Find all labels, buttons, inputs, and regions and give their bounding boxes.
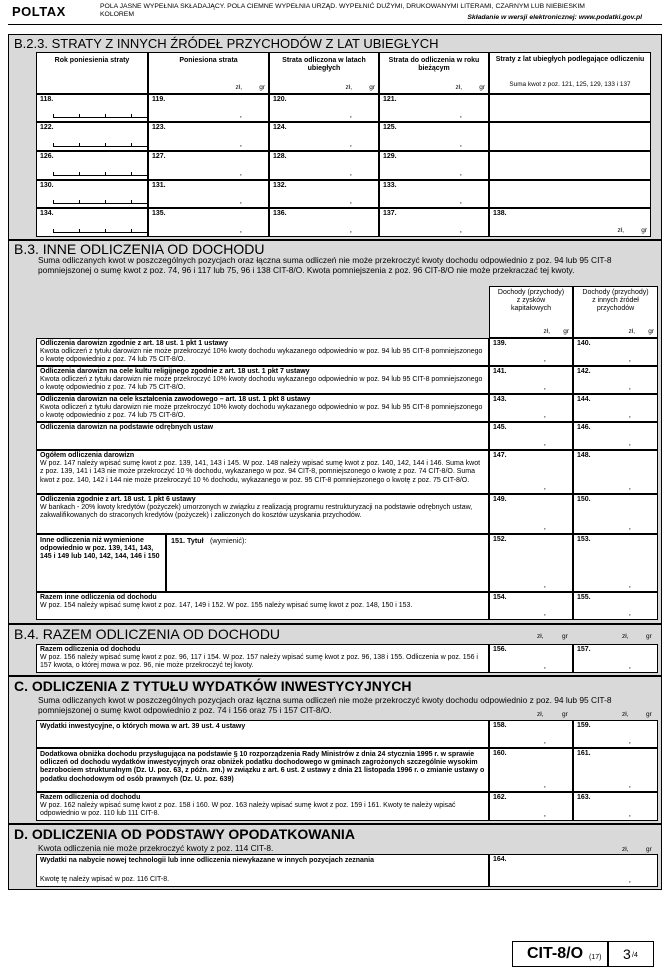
page-current: 3 (623, 946, 631, 962)
b3-row-label: Ogółem odliczenia darowizn W poz. 147 należy wpisać sumę kwot z poz. 139, 141, 143 i 145. W poz. 148 należy wpisać sumę kwot z poz. 140, 142, 144 i 146. Suma kwot z poz. 139, 141 i 143 nie może przekroczyć 10 % dochodu, wykazanego w poz. 94 CIT-8, pomniejszonego o kwotę z poz. 74 CIT-8/O. Suma kwot z poz. 140, 142 i 144 nie może przekroczyć 10 % dochodu, wykazanego w poz. 95 CIT-8 pomniejszonego o kwotę z poz. 75 CIT-8/O. (36, 450, 489, 494)
section-d-intro: Kwota odliczenia nie może przekroczyć kwoty z poz. 114 CIT-8. (38, 843, 274, 853)
b3-head-a: Dochody (przychody) z zysków kapitałowych zł, gr (489, 286, 573, 338)
d-row-label: Wydatki na nabycie nowej technologii lub inne odliczenia niewykazane w innych pozycjach zeznania Kwotę tę należy wpisać w poz. 116 CIT-8. (36, 854, 489, 887)
b3-row-label: Odliczenia darowizn na cele kształcenia zawodowego – art. 18 ust. 1 pkt 8 ustawy Kwota odliczeń z tytułu darowizn nie może przekroczyć 10% kwoty dochodu wykazanego odpowiednio w poz. 94 lub 95 CIT-8 pomniejszonego o kwotę odpowiednio z poz. 74 lub 75 CIT-8/O. (36, 394, 489, 422)
field-136[interactable]: 136. , (269, 208, 379, 237)
b3-other-label: Inne odliczenia niż wymienione odpowiednio w poz. 139, 141, 143, 145 i 149 lub 140, 142, 144, 146 i 150 (36, 534, 166, 592)
b23-head-deducted: Strata odliczona w latach ubiegłych zł, gr (269, 52, 379, 94)
section-d-title: D. ODLICZENIA OD PODSTAWY OPODATKOWANIA (14, 826, 355, 842)
year-digit-boxes (53, 114, 157, 118)
field-127[interactable]: 127. , (148, 151, 269, 180)
field-118[interactable]: 118. (36, 94, 148, 122)
field-159[interactable]: 159. , (573, 720, 658, 748)
b3-other-title-field[interactable]: 151. Tytuł (wymienić): (166, 534, 489, 592)
year-digit-boxes (53, 200, 157, 204)
b3-row-label: Odliczenia darowizn zgodnie z art. 18 ust. 1 pkt 1 ustawy Kwota odliczeń z tytułu darowizn nie może przekroczyć 10% kwoty dochodu wykazanego odpowiednio w poz. 94 lub 95 CIT-8 pomniejszonego o kwotę odpowiednio z poz. 74 lub 75 CIT-8/O. (36, 338, 489, 366)
field-122[interactable]: 122. (36, 122, 148, 151)
fill-instruction: POLA JASNE WYPEŁNIA SKŁADAJĄCY. POLA CIEMNE WYPEŁNIA URZĄD. WYPEŁNIĆ DUŻYMI, DRUKOWANYMI LITERAMI, CZARNYM LUB NIEBIESKIM KOLOREM (100, 3, 585, 18)
field-131[interactable]: 131. , (148, 180, 269, 208)
field-133[interactable]: 133. , (379, 180, 489, 208)
form-id-box (512, 941, 608, 967)
b3-row-label: Odliczenia darowizn na podstawie odrębnych ustaw (36, 422, 489, 450)
c-row2-label: Dodatkowa obniżka dochodu przysługująca na podstawie § 10 rozporządzenia Rady Ministrów z dnia 24 stycznia 1995 r. w sprawie odliczeń od dochodu wydatków inwestycyjnych oraz obniżek podatku dochodowego w gminach zagrożonych szczególnie wysokim bezrobociem strukturalnym (Dz. U. poz. 63, z późn. zm.) w związku z art. 6 ust. 2 ustawy z dnia 21 listopada 1996 r. o zmianie ustawy o podatku dochodowym od osób prawnych (Dz. U. poz. 639) (36, 748, 489, 792)
field-125[interactable]: 125. , (379, 122, 489, 151)
field-160[interactable]: 160. , (489, 748, 573, 792)
field-149[interactable]: 149. , (489, 494, 573, 534)
b23-next-empty (489, 122, 651, 151)
field-157[interactable]: 157. , (573, 644, 658, 673)
field-145[interactable]: 145. , (489, 422, 573, 450)
field-120[interactable]: 120. , (269, 94, 379, 122)
b3-row-label: Odliczenia darowizn na cele kultu religijnego zgodnie z art. 18 ust. 1 pkt 7 ustawy Kwota odliczeń z tytułu darowizn nie może przekroczyć 10% kwoty dochodu wykazanego odpowiednio w poz. 94 lub 95 CIT-8 pomniejszonego o kwotę odpowiednio z poz. 74 lub 75 CIT-8/O. (36, 366, 489, 394)
form-version: (17) (589, 954, 602, 961)
field-141[interactable]: 141. , (489, 366, 573, 394)
field-143[interactable]: 143. , (489, 394, 573, 422)
section-c-title: C. ODLICZENIA Z TYTUŁU WYDATKÓW INWESTYCYJNYCH (14, 678, 412, 694)
field-135[interactable]: 135. , (148, 208, 269, 237)
section-b3-intro: Suma odliczanych kwot w poszczególnych pozycjach oraz łączna suma odliczeń nie może przekroczyć kwoty dochodu odpowiednio z poz. 94 lub 95 CIT-8 pomniejszonej o sumę kwot z poz. 74, 96 i 117 lub 75, 96 i 138 CIT-8/O. Kwota pomniejszenia z poz. 96 CIT-8/O nie może przekraczać tej kwoty. (38, 255, 612, 275)
header-divider (8, 24, 662, 25)
field-140[interactable]: 140. , (573, 338, 658, 366)
year-digit-boxes (53, 143, 157, 147)
field-134[interactable]: 134. (36, 208, 148, 237)
field-147[interactable]: 147. , (489, 450, 573, 494)
field-155[interactable]: 155. , (573, 592, 658, 620)
page-number-box (608, 941, 654, 967)
field-154[interactable]: 154. , (489, 592, 573, 620)
b4-label: Razem odliczenia od dochodu W poz. 156 należy wpisać sumę kwot z poz. 96, 117 i 154. W poz. 157 należy wpisać sumę kwot z poz. 96, 138 i 155. Odliczenia w poz. 156 i 157 kwota, o której mowa w poz. 96, nie może przekroczyć tej kwoty. (36, 644, 489, 673)
b3-row-label: Odliczenia zgodnie z art. 18 ust. 1 pkt 6 ustawy W bankach - 20% kwoty kredytów (pożyczek) umorzonych w związku z realizacją programu restrukturyzacji na podstawie odrębnych ustaw, zakwalifikowanych do straconych kredytów (pożyczek) i zaliczonych do kosztów uzyskania przychodów. (36, 494, 489, 534)
section-b4-title: B.4. RAZEM ODLICZENIA OD DOCHODU (14, 626, 281, 642)
b23-head-current: Strata do odliczenia w roku bieżącym zł, gr (379, 52, 489, 94)
form-code: CIT-8/O (527, 945, 584, 962)
field-128[interactable]: 128. , (269, 151, 379, 180)
field-158[interactable]: 158. , (489, 720, 573, 748)
page-total: /4 (632, 952, 638, 959)
field-138[interactable]: 138. zł, gr (489, 208, 651, 237)
section-b23-title: B.2.3. STRATY Z INNYCH ŹRÓDEŁ PRZYCHODÓW Z LAT UBIEGŁYCH (14, 36, 439, 51)
field-164[interactable]: 164. , (489, 854, 658, 887)
field-123[interactable]: 123. , (148, 122, 269, 151)
field-129[interactable]: 129. , (379, 151, 489, 180)
field-139[interactable]: 139. , (489, 338, 573, 366)
b23-head-next: Straty z lat ubiegłych podlegające odliczeniu Suma kwot z poz. 121, 125, 129, 133 i 137 (489, 52, 651, 94)
field-124[interactable]: 124. , (269, 122, 379, 151)
field-126[interactable]: 126. (36, 151, 148, 180)
c-row1-label: Wydatki inwestycyjne, o których mowa w art. 39 ust. 4 ustawy (36, 720, 489, 748)
electronic-filing-note: Składanie w wersji elektronicznej: www.podatki.gov.pl (467, 14, 642, 21)
field-150[interactable]: 150. , (573, 494, 658, 534)
section-b3-title: B.3. INNE ODLICZENIA OD DOCHODU (14, 241, 265, 257)
field-163[interactable]: 163. , (573, 792, 658, 821)
field-130[interactable]: 130. (36, 180, 148, 208)
field-121[interactable]: 121. , (379, 94, 489, 122)
field-146[interactable]: 146. , (573, 422, 658, 450)
b23-next-empty (489, 94, 651, 122)
b3-head-b: Dochody (przychody) z innych źródeł przychodów zł, gr (573, 286, 658, 338)
field-162[interactable]: 162. , (489, 792, 573, 821)
b23-head-year: Rok poniesienia straty (36, 52, 148, 94)
field-153[interactable]: 153. , (573, 534, 658, 592)
field-132[interactable]: 132. , (269, 180, 379, 208)
field-156[interactable]: 156. , (489, 644, 573, 673)
field-119[interactable]: 119. , (148, 94, 269, 122)
b23-next-empty (489, 151, 651, 180)
b23-next-empty (489, 180, 651, 208)
c-row3-label: Razem odliczenia od dochodu W poz. 162 należy wpisać sumę kwot z poz. 158 i 160. W poz. 163 należy wpisać sumę kwot z poz. 159 i 161. Kwoty te należy wpisać odpowiednio w poz. 110 lub 111 CIT-8. (36, 792, 489, 821)
field-137[interactable]: 137. , (379, 208, 489, 237)
field-161[interactable]: 161. , (573, 748, 658, 792)
b23-head-loss: Poniesiona strata zł, gr (148, 52, 269, 94)
field-144[interactable]: 144. , (573, 394, 658, 422)
field-148[interactable]: 148. , (573, 450, 658, 494)
section-c-intro: Suma odliczanych kwot w poszczególnych pozycjach oraz łączna suma odliczeń nie może przekroczyć kwoty dochodu odpowiednio z poz. 94 lub 95 CIT-8 pomniejszonej o sumę kwot odpowiednio z poz. 74 i 156 oraz 75 i 157 CIT-8/O. (38, 695, 612, 715)
year-digit-boxes (53, 229, 157, 233)
poltax-logo: POLTAX (12, 4, 66, 19)
field-142[interactable]: 142. , (573, 366, 658, 394)
field-152[interactable]: 152. , (489, 534, 573, 592)
b3-total-label: Razem inne odliczenia od dochodu W poz. 154 należy wpisać sumę kwot z poz. 147, 149 i 152. W poz. 155 należy wpisać sumę kwot z poz. 148, 150 i 153. (36, 592, 489, 620)
year-digit-boxes (53, 172, 157, 176)
